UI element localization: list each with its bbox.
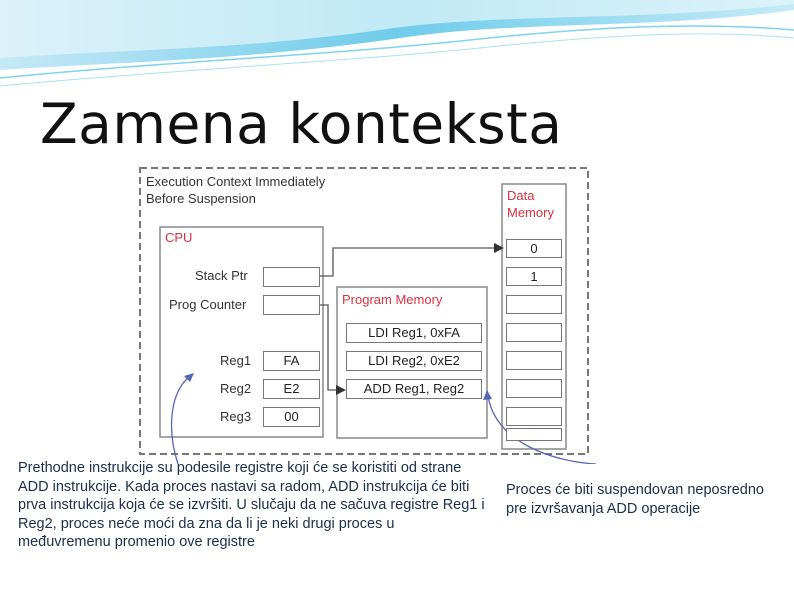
data-memory-cell <box>506 407 562 426</box>
program-memory-label: Program Memory <box>342 292 443 307</box>
stack-ptr-box <box>263 267 320 287</box>
data-memory-cell <box>506 428 562 441</box>
reg2-label: Reg2 <box>220 381 252 396</box>
instruction-2: LDI Reg2, 0xE2 <box>346 351 482 371</box>
context-switch-diagram <box>138 164 598 464</box>
reg2-value: E2 <box>263 379 320 399</box>
cpu-label: CPU <box>165 230 193 245</box>
data-memory-cell: 1 <box>506 267 562 286</box>
prog-counter-label: Prog Counter <box>169 297 247 312</box>
instruction-3: ADD Reg1, Reg2 <box>346 379 482 399</box>
header-wave-decoration <box>0 0 794 95</box>
data-memory-label-line2: Memory <box>507 205 554 220</box>
reg1-value: FA <box>263 351 320 371</box>
context-heading-line1: Execution Context Immediately <box>146 174 326 189</box>
prog-counter-box <box>263 295 320 315</box>
context-heading-line2: Before Suspension <box>146 191 256 206</box>
data-memory-cell <box>506 379 562 398</box>
right-note: Proces će biti suspendovan neposredno pre izvršavanja ADD operacije <box>506 482 764 517</box>
data-memory-cell <box>506 295 562 314</box>
instruction-1: LDI Reg1, 0xFA <box>346 323 482 343</box>
slide-title: Zamena konteksta <box>40 92 563 156</box>
data-memory-cell <box>506 351 562 370</box>
data-memory-label-line1: Data <box>507 188 535 203</box>
reg3-label: Reg3 <box>220 409 252 424</box>
data-memory-cell: 0 <box>506 239 562 258</box>
data-memory-cell <box>506 323 562 342</box>
reg1-label: Reg1 <box>220 353 252 368</box>
reg3-value: 00 <box>263 407 320 427</box>
stack-ptr-label: Stack Ptr <box>195 268 248 283</box>
left-note: Prethodne instrukcije su podesile registre koji će se koristiti od strane ADD instrukcije. Kada proces nastavi sa radom, ADD instrukcija će biti prva instrukcija koja će se izvršiti. U slučaju da ne sačuva registre Reg1 i Reg2, proces neće moći da zna da li je neki drugi proces u međuvremenu promenio ove registre <box>18 460 485 551</box>
